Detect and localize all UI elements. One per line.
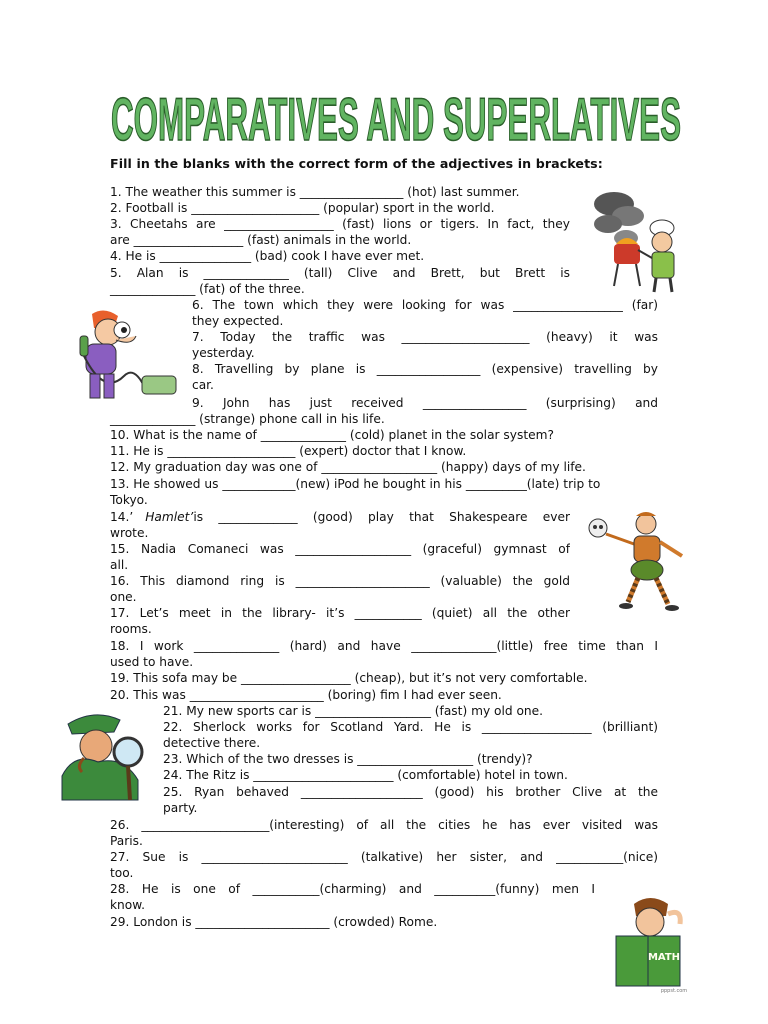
exercise-line: Tokyo.	[110, 493, 148, 507]
exercise-line: 19. This sofa may be __________________ (cheap), but it’s not very comfortable.	[110, 671, 588, 685]
exercise-line: 29. London is ______________________ (crowded) Rome.	[110, 915, 438, 929]
illustration-credit: pppst.com	[660, 988, 688, 994]
title-text: COMPARATIVES AND SUPERLATIVES	[111, 86, 681, 153]
exercise-line: car.	[192, 378, 214, 392]
exercise-line: detective there.	[163, 736, 261, 750]
exercise-line: 25. Ryan behaved ____________________ (good) his brother Clive at the	[163, 785, 658, 799]
hamlet-with-skull-illustration	[584, 506, 692, 616]
exercise-line: all.	[110, 558, 129, 572]
exercise-line: ______________ (strange) phone call in his life.	[110, 412, 385, 426]
exercise-line: 21. My new sports car is ___________________ (fast) my old one.	[163, 704, 544, 718]
play-title: Hamlet’	[145, 510, 194, 524]
exercise-line: too.	[110, 866, 134, 880]
exercise-line: 10. What is the name of ______________ (cold) planet in the solar system?	[110, 428, 554, 442]
exercise-line: used to have.	[110, 655, 194, 669]
exercise-line: one.	[110, 590, 137, 604]
instructions: Fill in the blanks with the correct form of the adjectives in brackets:	[110, 156, 603, 171]
exercise-line: Paris.	[110, 834, 143, 848]
exercise-line: 16. This diamond ring is ______________________ (valuable) the gold	[110, 574, 570, 588]
chef-barbecue-illustration	[586, 186, 696, 296]
line-number: 14.’	[110, 510, 134, 524]
exercise-line: are __________________ (fast) animals in the world.	[110, 233, 412, 247]
exercise-line: 6. The town which they were looking for was __________________ (far)	[192, 298, 658, 312]
exercise-line: 27. Sue is ________________________ (talkative) her sister, and ___________(nice)	[110, 850, 658, 864]
exercise-line: they expected.	[192, 314, 284, 328]
boy-math-book-illustration	[610, 894, 700, 994]
exercise-line: 22. Sherlock works for Scotland Yard. He is __________________ (brilliant)	[163, 720, 658, 734]
exercise-line: 1. The weather this summer is _________________ (hot) last summer.	[110, 185, 520, 199]
exercise-line: party.	[163, 801, 198, 815]
exercise-line: wrote.	[110, 526, 149, 540]
exercise-line: 3. Cheetahs are __________________ (fast) lions or tigers. In fact, they	[110, 217, 570, 231]
exercise-line-14	[110, 509, 570, 525]
exercise-line: 2. Football is _____________________ (popular) sport in the world.	[110, 201, 495, 215]
exercise-line: rooms.	[110, 622, 152, 636]
exercise-line: 28. He is one of ___________(charming) and __________(funny) men I	[110, 882, 595, 896]
detective-magnifier-illustration	[54, 706, 156, 806]
math-book-label: MATH	[647, 952, 681, 963]
exercise-line: 24. The Ritz is _______________________ (comfortable) hotel in town.	[163, 768, 568, 782]
worksheet-title	[0, 78, 768, 156]
exercise-line: yesterday.	[192, 346, 255, 360]
exercise-line: 13. He showed us ____________(new) iPod he bought in his __________(late) trip to	[110, 477, 601, 491]
exercise-line: 26. _____________________(interesting) of all the cities he has ever visited was	[110, 818, 658, 832]
exercise-line: 12. My graduation day was one of ___________________ (happy) days of my life.	[110, 460, 586, 474]
exercise-line: 17. Let’s meet in the library- it’s ___________ (quiet) all the other	[110, 606, 570, 620]
exercise-line: 8. Travelling by plane is _________________ (expensive) travelling by	[192, 362, 658, 376]
exercise-line: 15. Nadia Comaneci was ___________________ (graceful) gymnast of	[110, 542, 570, 556]
exercise-line: 18. I work ______________ (hard) and have ______________(little) free time than I	[110, 639, 658, 653]
exercise-line: 23. Which of the two dresses is ___________________ (trendy)?	[163, 752, 533, 766]
woman-on-phone-illustration	[64, 306, 184, 406]
exercise-line: 7. Today the traffic was _____________________ (heavy) it was	[192, 330, 658, 344]
exercise-line: 5. Alan is ______________ (tall) Clive and Brett, but Brett is	[110, 266, 570, 280]
exercise-line: 9. John has just received _________________ (surprising) and	[192, 396, 658, 410]
exercise-line: 4. He is _______________ (bad) cook I have ever met.	[110, 249, 425, 263]
line-rest: is _____________ (good) play that Shakespeare ever	[193, 510, 570, 524]
exercise-line: 20. This was ______________________ (boring) fim I had ever seen.	[110, 688, 502, 702]
exercise-line: know.	[110, 898, 145, 912]
exercise-line: 11. He is _____________________ (expert) doctor that I know.	[110, 444, 467, 458]
exercise-line: ______________ (fat) of the three.	[110, 282, 305, 296]
